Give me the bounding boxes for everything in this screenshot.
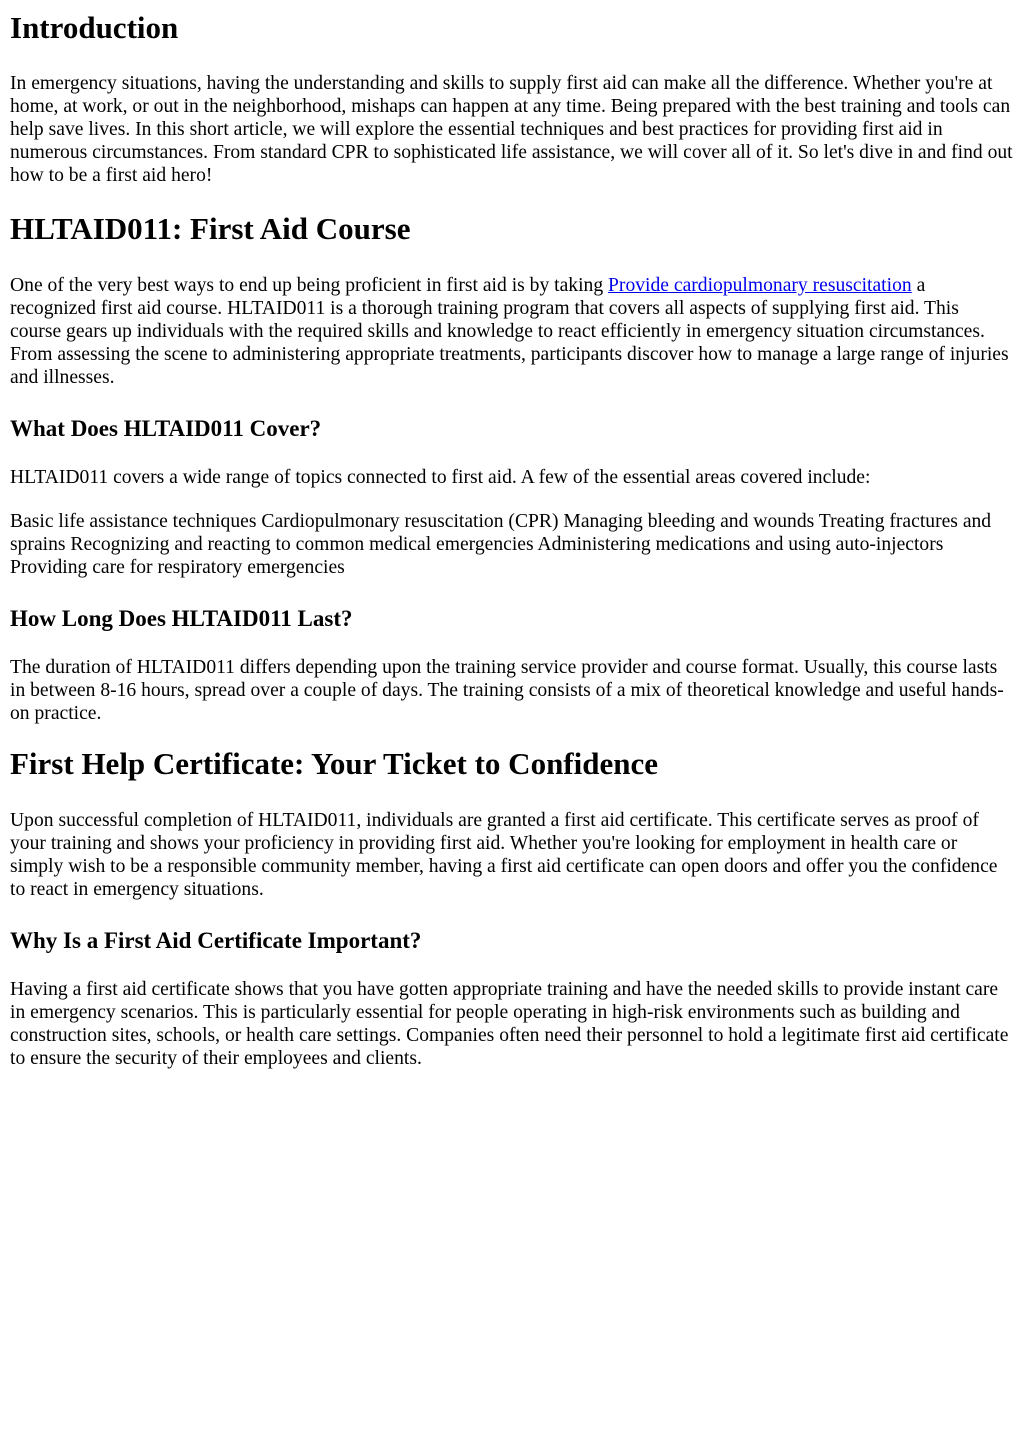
paragraph-first-help-certificate: Upon successful completion of HLTAID011, individuals are granted a first aid certificate. This certificate serves as proof of your training and shows your proficiency in providing first aid. Whether you're looking for employment in health care or simply wish to be a responsible community member, having a first aid certificate can open doors and offer you the confidence to react in emergency situations. [10, 810, 998, 900]
paragraph-cover-intro: HLTAID011 covers a wide range of topics connected to first aid. A few of the essential areas covered include: [10, 467, 871, 488]
article [0, 10, 1024, 1070]
heading-how-long: How Long Does HLTAID011 Last? [10, 606, 353, 631]
paragraph-text-after-link: a recognized first aid course. HLTAID011 is a thorough training program that covers all aspects of supplying first aid. This course gears up individuals with the required skills and knowledge to react efficiently in emergency situation circumstances. From assessing the scene to administering appropriate treatments, participants discover how to manage a large range of injuries and illnesses. [10, 275, 1009, 388]
paragraph-how-long: The duration of HLTAID011 differs depending upon the training service provider and course format. Usually, this course lasts in between 8-16 hours, spread over a couple of days. The training consists of a mix of theoretical knowledge and useful hands-on practice. [10, 657, 1004, 724]
heading-first-aid-course: HLTAID011: First Aid Course [10, 211, 411, 246]
heading-what-does-cover: What Does HLTAID011 Cover? [10, 416, 322, 441]
heading-introduction: Introduction [10, 10, 179, 45]
heading-first-help-certificate: First Help Certificate: Your Ticket to Confidence [10, 746, 659, 781]
paragraph-text-before-link: One of the very best ways to end up being proficient in first aid is by taking [10, 275, 609, 296]
cpr-link[interactable]: Provide cardiopulmonary resuscitation [608, 275, 912, 296]
paragraph-cover-topics: Basic life assistance techniques Cardiopulmonary resuscitation (CPR) Managing bleeding and wounds Treating fractures and sprains Recognizing and reacting to common medical emergencies Administering medications and using auto-injectors Providing care for respiratory emergencies [10, 511, 992, 578]
paragraph-why-important: Having a first aid certificate shows that you have gotten appropriate training and have the needed skills to provide instant care in emergency scenarios. This is particularly essential for people operating in high-risk environments such as building and construction sites, schools, or health care settings. Companies often need their personnel to hold a legitimate first aid certificate to ensure the security of their employees and clients. [10, 979, 1009, 1069]
paragraph-introduction: In emergency situations, having the understanding and skills to supply first aid can make all the difference. Whether you're at home, at work, or out in the neighborhood, mishaps can happen at any time. Being prepared with the best training and tools can help save lives. In this short article, we will explore the essential techniques and best practices for providing first aid in numerous circumstances. From standard CPR to sophisticated life assistance, we will cover all of it. So let's dive in and find out how to be a first aid hero! [10, 73, 1013, 186]
paragraph-first-aid-course [10, 274, 1014, 389]
heading-why-important: Why Is a First Aid Certificate Important? [10, 928, 422, 953]
